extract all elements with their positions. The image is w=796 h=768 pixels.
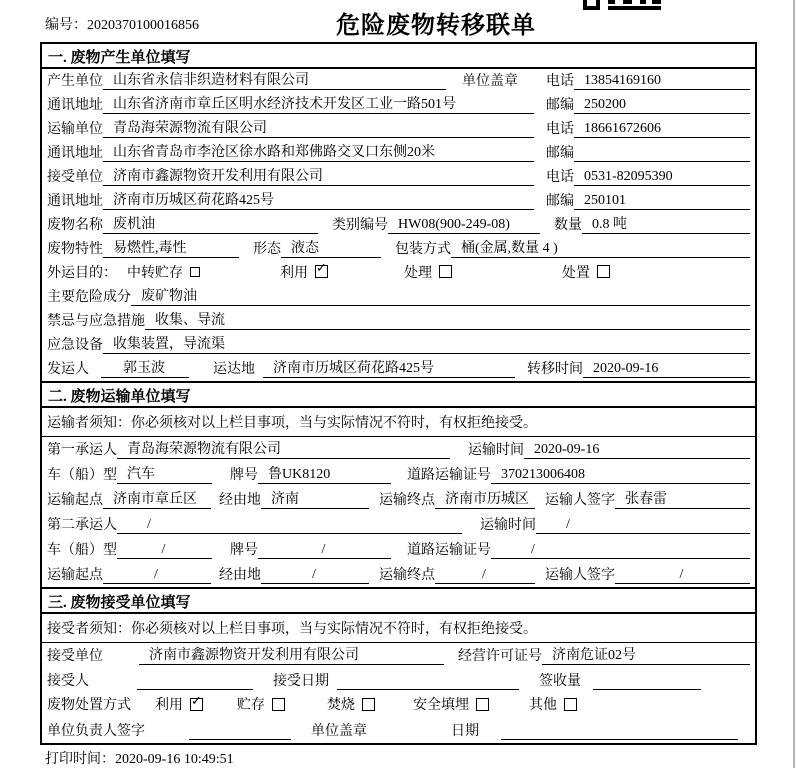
row-second-carrier <box>42 512 755 537</box>
transporter-label: 运输单位 <box>47 122 103 137</box>
sign1-value: 张春雷 <box>615 488 750 509</box>
purpose-option-label: 中转贮存 <box>127 265 183 281</box>
zip2-value <box>574 146 750 162</box>
row-shipper <box>42 357 755 381</box>
row-taboo-measures <box>42 309 755 333</box>
purpose-option-label: 利用 <box>280 265 308 281</box>
head-sign-label: 单位负责人签字 <box>47 724 145 739</box>
row-disposal-method <box>42 693 755 718</box>
checkbox-disposal-utilize-checked-icon <box>190 693 203 711</box>
receiving-unit-value: 济南市鑫源物资开发利用有限公司 <box>139 644 444 665</box>
row-first-carrier <box>42 437 755 462</box>
transporter-value: 青岛海荣源物流有限公司 <box>103 117 534 138</box>
vehicle1-label: 车（船）型 <box>47 468 117 483</box>
end1-value: 济南市历城区 <box>435 488 535 509</box>
accept-date-value <box>337 674 519 690</box>
phone1-label: 电话 <box>546 74 574 89</box>
shipper-value: 郭玉波 <box>101 357 189 378</box>
row-purpose <box>42 261 755 285</box>
vehicle1-value: 汽车 <box>117 463 212 484</box>
taboo-label: 禁忌与应急措施 <box>47 314 145 329</box>
plate2-value: / <box>258 542 391 559</box>
checkbox-disposal-other-icon <box>564 698 577 711</box>
received-label: 签收量 <box>539 674 581 689</box>
license1-label: 道路运输证号 <box>407 468 491 483</box>
dest-value: 济南市历城区荷花路425号 <box>263 357 515 378</box>
character-label: 废物特性 <box>47 242 103 257</box>
date-value <box>501 724 738 740</box>
disposal-option-label: 安全填埋 <box>413 698 469 713</box>
purpose-option-treat <box>404 262 452 282</box>
hazard-label: 主要危险成分 <box>47 290 131 305</box>
row-route-1 <box>42 487 755 512</box>
date-label: 日期 <box>451 724 479 739</box>
page-edge-line <box>793 0 795 768</box>
checkbox-utilize-checked-icon <box>315 261 328 278</box>
row-waste-character <box>42 237 755 261</box>
disposal-option-storage <box>237 694 285 714</box>
via1-label: 经由地 <box>219 493 261 508</box>
transporter-notice: 运输者须知：你必须核对以上栏目事项，当与实际情况不符时，有权拒绝接受。 <box>42 408 755 437</box>
section-producer <box>42 44 755 381</box>
print-time <box>45 748 234 768</box>
phone2-label: 电话 <box>546 122 574 137</box>
license1-value: 370213006408 <box>491 467 750 484</box>
plate1-label: 牌号 <box>230 468 258 483</box>
via1-value: 济南 <box>261 488 369 509</box>
serial-value: 2020370100016856 <box>87 18 199 33</box>
license2-value: / <box>491 542 750 559</box>
row-route-2 <box>42 562 755 587</box>
section-transporter <box>42 381 755 587</box>
disposal-label: 废物处置方式 <box>47 698 131 713</box>
time2-label: 运输时间 <box>480 518 536 533</box>
waste-name-value: 废机油 <box>103 213 318 234</box>
time1-value: 2020-09-16 <box>524 442 750 459</box>
checkbox-disposal-storage-icon <box>272 698 285 711</box>
taboo-value: 收集、导流 <box>145 309 750 330</box>
transfer-time-value: 2020-09-16 <box>583 361 750 378</box>
print-time-value: 2020-09-16 10:49:51 <box>115 752 234 767</box>
end2-value: / <box>435 567 535 584</box>
disposal-option-label: 其他 <box>529 698 557 713</box>
checkbox-treat-icon <box>439 265 452 278</box>
purpose-option-label: 处置 <box>562 265 590 281</box>
producer-value: 山东省永信非织造材料有限公司 <box>103 69 446 90</box>
phone3-value: 0531-82095390 <box>574 169 750 186</box>
dest-label: 运达地 <box>213 362 255 377</box>
check-mark-icon: ✓ <box>316 261 327 276</box>
received-value <box>593 674 701 690</box>
license2-label: 道路运输证号 <box>407 543 491 558</box>
zip2-label: 邮编 <box>546 146 574 161</box>
zip3-value: 250101 <box>574 193 750 210</box>
row-acceptor <box>42 668 755 693</box>
serial-label: 编号： <box>45 18 87 33</box>
end2-label: 运输终点 <box>379 568 435 583</box>
origin1-value: 济南市章丘区 <box>103 488 211 509</box>
purpose-option-utilize <box>280 262 328 282</box>
carrier2-value: / <box>117 517 462 534</box>
equipment-value: 收集装置，导流渠 <box>103 333 750 354</box>
print-time-label: 打印时间： <box>45 752 115 767</box>
receiver-label: 接受单位 <box>47 170 103 185</box>
disposal-option-label: 利用 <box>155 698 183 713</box>
phone1-value: 13854169160 <box>574 73 750 90</box>
disposal-option-landfill <box>413 694 489 714</box>
row-emergency-equipment <box>42 333 755 357</box>
zip1-value: 250200 <box>574 97 750 114</box>
row-producer <box>42 69 755 93</box>
hazard-value: 废矿物油 <box>131 285 750 306</box>
transfer-time-label: 转移时间 <box>527 362 583 377</box>
plate1-value: 鲁UK8120 <box>258 463 391 484</box>
disposal-option-label: 贮存 <box>237 698 265 713</box>
character-value: 易燃性,毒性 <box>103 237 239 258</box>
quantity-label: 数量 <box>554 218 582 233</box>
section-receiver <box>42 587 755 743</box>
receiver-notice: 接受者须知：你必须核对以上栏目事项，当与实际情况不符时，有权拒绝接受。 <box>42 614 755 643</box>
origin1-label: 运输起点 <box>47 493 103 508</box>
checkbox-dispose-icon <box>597 265 610 278</box>
origin2-value: / <box>103 567 211 584</box>
accept-date-label: 接受日期 <box>273 674 329 689</box>
acceptor-label: 接受人 <box>47 674 89 689</box>
disposal-option-label: 焚烧 <box>327 698 355 713</box>
addr2-value: 山东省青岛市李沧区徐水路和郑佛路交叉口东侧20米 <box>103 141 534 162</box>
category-value: HW08(900-249-08) <box>388 217 540 234</box>
addr1-value: 山东省济南市章丘区明水经济技术开发区工业一路501号 <box>103 93 534 114</box>
checkbox-transfer-storage-icon <box>190 267 200 277</box>
quantity-value: 0.8 吨 <box>582 213 750 234</box>
sign1-label: 运输人签字 <box>545 493 615 508</box>
row-transporter-address <box>42 141 755 165</box>
head-sign-value <box>189 724 291 740</box>
page-title: 危险废物转移联单 <box>336 13 536 39</box>
addr3-value: 济南市历城区荷花路425号 <box>103 189 534 210</box>
addr3-label: 通讯地址 <box>47 194 103 209</box>
form-value: 液态 <box>281 237 381 258</box>
row-receiver <box>42 165 755 189</box>
purpose-label: 外运目的： <box>47 265 117 281</box>
serial-number <box>45 14 199 34</box>
purpose-option-transfer-storage <box>127 262 200 282</box>
vehicle2-value: / <box>117 542 212 559</box>
permit-label: 经营许可证号 <box>458 649 542 664</box>
form-label: 形态 <box>253 242 281 257</box>
check-mark-icon: ✓ <box>191 693 202 709</box>
purpose-option-label: 处理 <box>404 265 432 281</box>
via2-value: / <box>261 567 369 584</box>
carrier2-label: 第二承运人 <box>47 518 117 533</box>
packing-value: 桶(金属,数量 4 ) <box>451 237 750 258</box>
receiving-unit-label: 接受单位 <box>47 649 103 664</box>
equipment-label: 应急设备 <box>47 338 103 353</box>
sign2-label: 运输人签字 <box>545 568 615 583</box>
section-producer-heading: 一. 废物产生单位填写 <box>42 44 755 69</box>
manifest-form <box>40 42 757 745</box>
row-hazard-component <box>42 285 755 309</box>
vehicle2-label: 车（船）型 <box>47 543 117 558</box>
carrier1-value: 青岛海荣源物流有限公司 <box>117 438 450 459</box>
plate2-label: 牌号 <box>230 543 258 558</box>
disposal-option-utilize <box>155 694 203 714</box>
checkbox-disposal-landfill-icon <box>476 698 489 711</box>
disposal-option-other <box>529 694 577 714</box>
phone2-value: 18661672606 <box>574 121 750 138</box>
sign2-value: / <box>615 567 750 584</box>
row-producer-address <box>42 93 755 117</box>
category-label: 类别编号 <box>332 218 388 233</box>
checkbox-disposal-incinerate-icon <box>362 698 375 711</box>
section-transporter-heading: 二. 废物运输单位填写 <box>42 383 755 408</box>
row-waste-name <box>42 213 755 237</box>
end1-label: 运输终点 <box>379 493 435 508</box>
time2-value: / <box>536 517 750 534</box>
waste-name-label: 废物名称 <box>47 218 103 233</box>
time1-label: 运输时间 <box>468 443 524 458</box>
via2-label: 经由地 <box>219 568 261 583</box>
permit-value: 济南危证02号 <box>542 644 750 665</box>
row-vehicle-2 <box>42 537 755 562</box>
packing-label: 包装方式 <box>395 242 451 257</box>
row-vehicle-1 <box>42 462 755 487</box>
unit-seal2-label: 单位盖章 <box>311 724 367 739</box>
producer-label: 产生单位 <box>47 74 103 89</box>
addr2-label: 通讯地址 <box>47 146 103 161</box>
zip1-label: 邮编 <box>546 98 574 113</box>
qr-code-fragment-icon <box>583 0 663 10</box>
zip3-label: 邮编 <box>546 194 574 209</box>
receiver-value: 济南市鑫源物资开发利用有限公司 <box>103 165 534 186</box>
disposal-option-incinerate <box>327 694 375 714</box>
row-receiving-unit <box>42 643 755 668</box>
addr1-label: 通讯地址 <box>47 98 103 113</box>
phone3-label: 电话 <box>546 170 574 185</box>
unit-seal-label: 单位盖章 <box>462 74 518 89</box>
row-receiver-address <box>42 189 755 213</box>
section-receiver-heading: 三. 废物接受单位填写 <box>42 589 755 614</box>
purpose-option-dispose <box>562 262 610 282</box>
row-head-signature <box>42 718 755 743</box>
carrier1-label: 第一承运人 <box>47 443 117 458</box>
shipper-label: 发运人 <box>47 362 89 377</box>
origin2-label: 运输起点 <box>47 568 103 583</box>
acceptor-value <box>137 674 253 690</box>
row-transporter <box>42 117 755 141</box>
